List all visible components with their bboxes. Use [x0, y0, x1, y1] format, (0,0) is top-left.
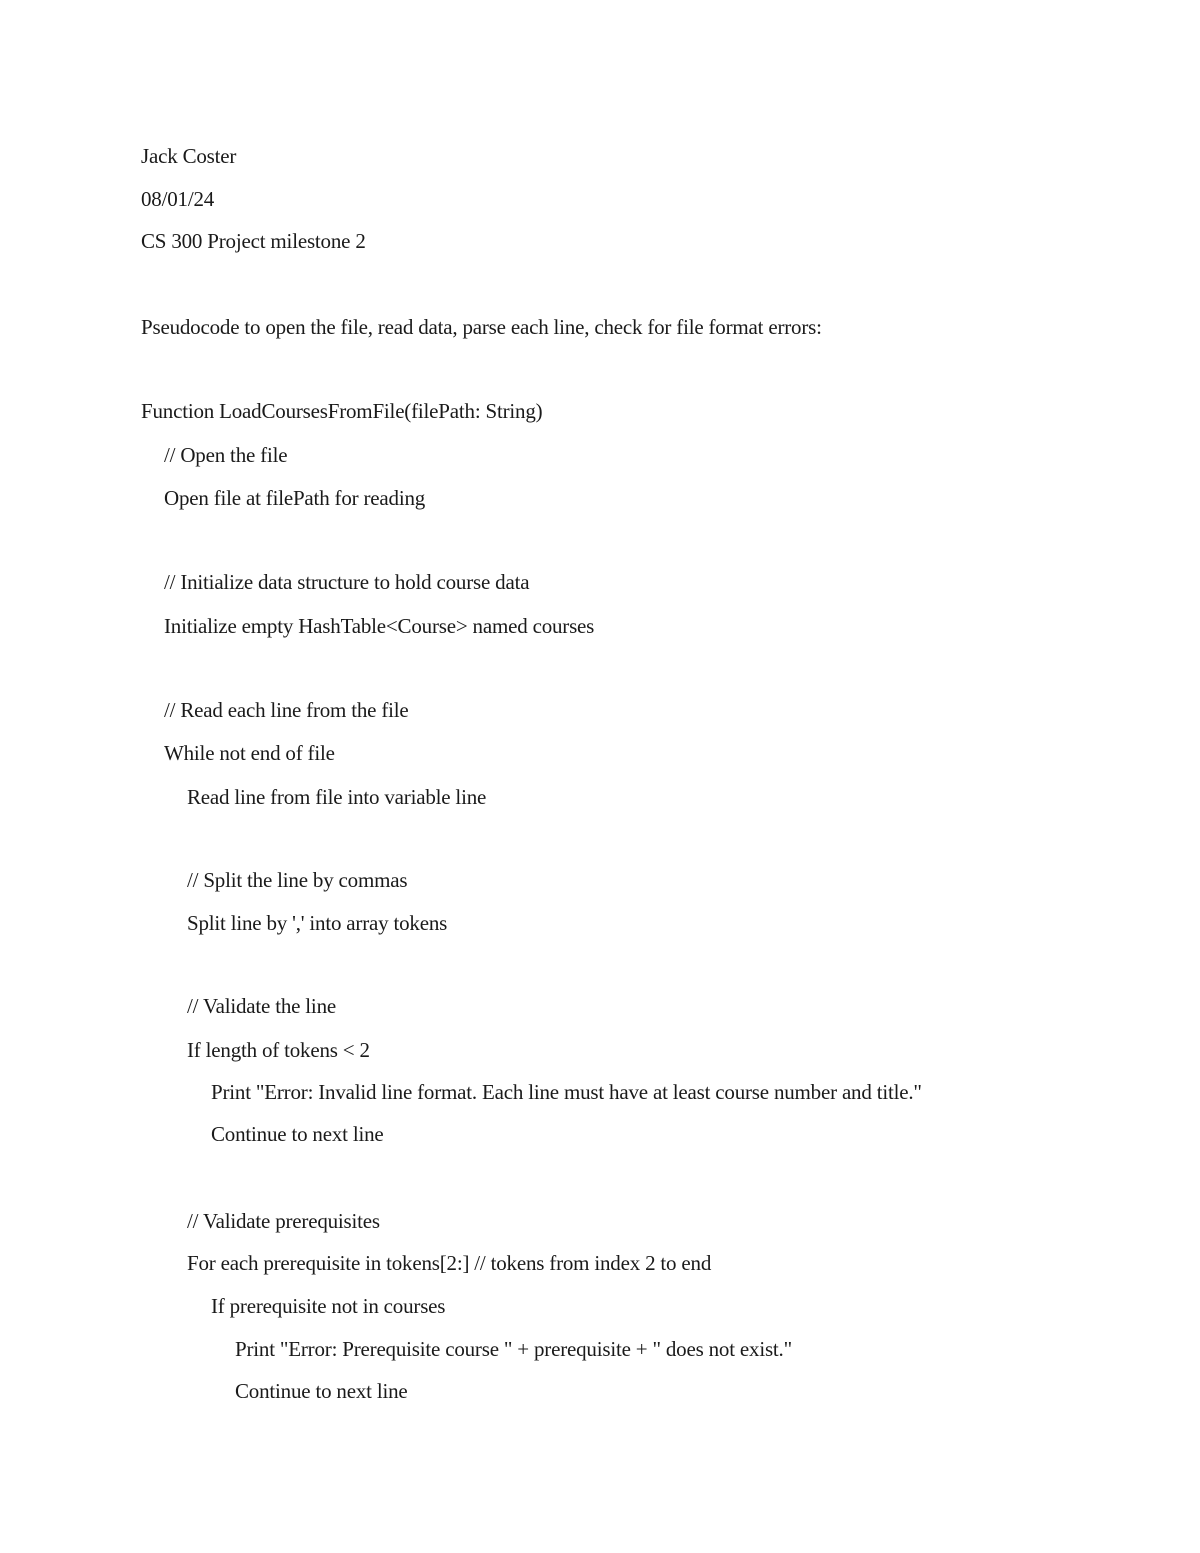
code-comment-validate-prereqs: // Validate prerequisites: [187, 1209, 380, 1233]
code-line-read-line: Read line from file into variable line: [187, 785, 487, 809]
document-title: CS 300 Project milestone 2: [141, 229, 366, 253]
code-comment-read-lines: // Read each line from the file: [164, 698, 409, 722]
code-line-for-each: For each prerequisite in tokens[2:] // tokens from index 2 to end: [187, 1251, 712, 1275]
code-comment-validate-line: // Validate the line: [187, 994, 336, 1018]
author-name: Jack Coster: [141, 144, 237, 168]
code-line-print-invalid: Print "Error: Invalid line format. Each line must have at least course number and title.": [211, 1080, 922, 1104]
code-line-if-prereq: If prerequisite not in courses: [211, 1294, 446, 1318]
code-comment-split: // Split the line by commas: [187, 868, 408, 892]
code-line-function: Function LoadCoursesFromFile(filePath: String): [141, 399, 543, 423]
code-line-continue-2: Continue to next line: [235, 1379, 408, 1403]
code-line-split: Split line by ',' into array tokens: [187, 911, 448, 935]
code-line-continue-1: Continue to next line: [211, 1122, 384, 1146]
code-line-print-prereq: Print "Error: Prerequisite course " + prerequisite + " does not exist.": [235, 1337, 792, 1361]
code-line-if-length: If length of tokens < 2: [187, 1038, 370, 1062]
code-comment-open-file: // Open the file: [164, 443, 288, 467]
code-comment-initialize: // Initialize data structure to hold course data: [164, 570, 530, 594]
code-line-open-file: Open file at filePath for reading: [164, 486, 426, 510]
intro-paragraph: Pseudocode to open the file, read data, parse each line, check for file format errors:: [141, 315, 822, 339]
code-line-initialize: Initialize empty HashTable<Course> named courses: [164, 614, 595, 638]
code-line-while: While not end of file: [164, 741, 335, 765]
document-date: 08/01/24: [141, 187, 215, 211]
